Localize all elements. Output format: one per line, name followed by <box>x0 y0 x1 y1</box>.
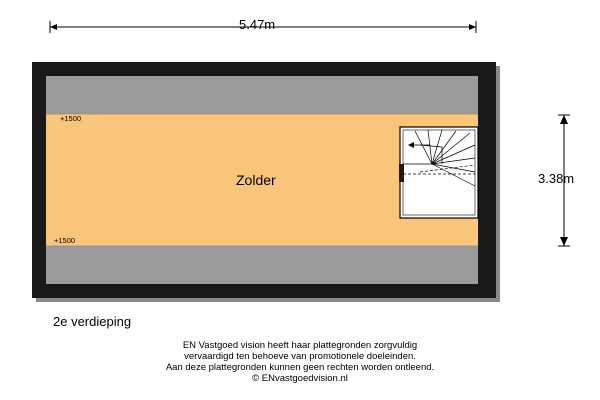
width-dimension-label: 5.47m <box>239 17 276 32</box>
floor-title: 2e verdieping <box>53 314 132 329</box>
level-marker-top: +1500 <box>60 114 82 123</box>
room-name-label: Zolder <box>236 172 276 188</box>
low-ceiling-area-bottom <box>46 246 478 284</box>
disclaimer-line: Aan deze plattegronden kunnen geen rechten worden ontleend. <box>165 362 435 373</box>
height-dimension-label: 3.38m <box>538 171 575 186</box>
low-ceiling-area-top <box>46 76 478 114</box>
level-marker-bottom: +1500 <box>54 236 76 245</box>
staircase <box>399 127 478 218</box>
disclaimer-line: EN Vastgoed vision heeft haar plattegronden zorgvuldig <box>182 340 418 351</box>
disclaimer-line: vervaardigd ten behoeve van promotionele doeleinden. <box>184 351 416 362</box>
copyright-line: © ENvastgoedvision.nl <box>252 373 348 384</box>
